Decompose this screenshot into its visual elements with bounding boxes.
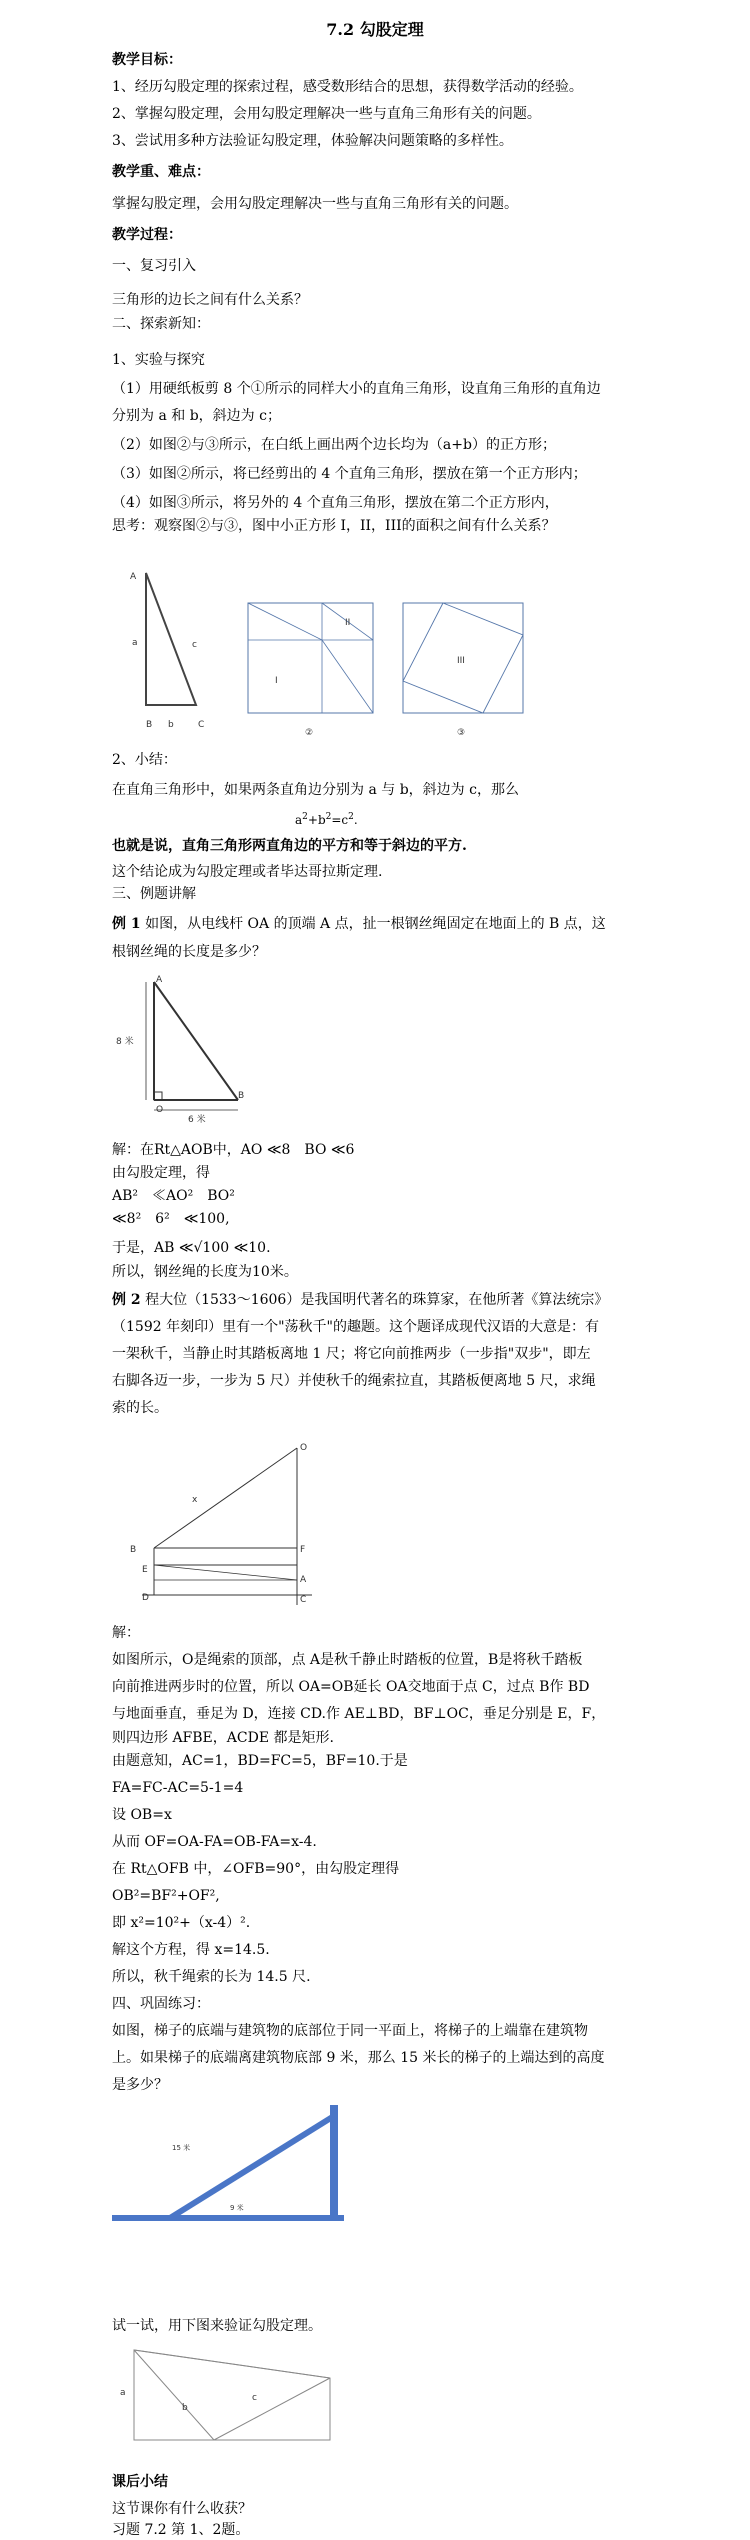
- ex2-label: 例 2: [112, 1292, 141, 1308]
- exp-b: 2: [325, 812, 332, 822]
- figure-right-triangle: [118, 565, 218, 740]
- keypoints-heading: 教学重、难点：: [112, 164, 210, 180]
- label-C: C: [300, 1595, 307, 1605]
- caption-3: ③: [457, 728, 466, 738]
- solution-1-line: 于是，AB ≪√100 ≪10.: [112, 1240, 271, 1256]
- example-2-line-c: 一架秋千，当静止时其踏板离地 1 尺；将它向前推两步（一步指"双步"，即左: [112, 1346, 591, 1362]
- solution-2-line: 所以，秋千绳索的长为 14.5 尺.: [112, 1969, 311, 1985]
- label-O: O: [300, 1443, 308, 1453]
- ex1-text-a: 如图，从电线杆 OA 的顶端 A 点，扯一根钢丝绳固定在地面上的 B 点，这: [145, 916, 606, 932]
- step-4: （4）如图③所示，将另外的 4 个直角三角形，摆放在第二个正方形内，: [112, 495, 559, 511]
- label-E: E: [142, 1565, 148, 1575]
- goal-item: 1、经历勾股定理的探索过程，感受数形结合的思想，获得数学活动的经验。: [112, 79, 583, 95]
- formula-b: +b: [307, 813, 326, 827]
- section-review: 一、复习引入: [112, 258, 196, 274]
- label-c: c: [192, 640, 197, 650]
- practice-line-b: 上。如果梯子的底端离建筑物底部 9 米，那么 15 米长的梯子的上端达到的高度: [112, 2050, 605, 2066]
- solution-1-line: 所以，钢丝绳的长度为10米。: [112, 1264, 298, 1280]
- sub-experiment: 1、实验与探究: [112, 352, 205, 368]
- section-practice: 四、巩固练习：: [112, 1996, 210, 2012]
- goal-item: 3、尝试用多种方法验证勾股定理，体验解决问题策略的多样性。: [112, 133, 513, 149]
- label-C: C: [198, 720, 205, 730]
- sub-summary: 2、小结：: [112, 752, 177, 768]
- solution-2-line: OB²=BF²+OF²,: [112, 1888, 220, 1904]
- bold-statement: 也就是说，直角三角形两直角边的平方和等于斜边的平方.: [112, 838, 467, 854]
- summary-heading: 课后小结: [112, 2474, 168, 2490]
- label-a: a: [120, 2388, 126, 2398]
- keypoints-text: 掌握勾股定理，会用勾股定理解决一些与直角三角形有关的问题。: [112, 196, 518, 212]
- process-heading: 教学过程：: [112, 227, 182, 243]
- label-A: A: [300, 1575, 307, 1585]
- label-b: b: [168, 720, 174, 730]
- figure-trapezoid: [112, 2340, 352, 2460]
- formula: [295, 807, 750, 830]
- triangle-shape: [146, 573, 196, 705]
- step-3: （3）如图②所示，将已经剪出的 4 个直角三角形，摆放在第一个正方形内；: [112, 466, 587, 482]
- label-x: x: [192, 1495, 198, 1505]
- step-2: （2）如图②与③所示，在白纸上画出两个边长均为（a+b）的正方形；: [112, 437, 556, 453]
- solution-2-line: 与地面垂直，垂足为 D，连接 CD.作 AE⊥BD，BF⊥OC，垂足分别是 E，F，: [112, 1706, 606, 1722]
- example-2-line-b: （1592 年刻印）里有一个"荡秋千"的趣题。这个题译成现代汉语的大意是：有: [112, 1319, 599, 1335]
- solution-2-line: 解：: [112, 1625, 140, 1641]
- example-1-line-b: 根钢丝绳的长度是多少？: [112, 944, 266, 960]
- example-2-line-a: [112, 1290, 652, 1310]
- example-2-line-d: 右脚各迈一步，一步为 5 尺）并使秋千的绳索拉直，其踏板便离地 5 尺，求绳: [112, 1373, 596, 1389]
- theorem-name: 这个结论成为勾股定理或者毕达哥拉斯定理.: [112, 864, 383, 880]
- label-8m: 8 米: [116, 1037, 134, 1047]
- solution-1-line: 解：在Rt△AOB中，AO ≪8 BO ≪6: [112, 1142, 355, 1158]
- goals-heading: 教学目标：: [112, 52, 182, 68]
- label-F: F: [300, 1545, 306, 1555]
- label-A: A: [130, 572, 137, 582]
- label-6m: 6 米: [188, 1115, 206, 1125]
- homework: 习题 7.2 第 1、2题。: [112, 2522, 250, 2538]
- solution-2-line: 如图所示，O是绳索的顶部，点 A是秋千静止时踏板的位置，B是将秋千踏板: [112, 1652, 583, 1668]
- figure-pole: [112, 970, 262, 1140]
- question-1: 三角形的边长之间有什么关系？: [112, 292, 308, 308]
- figure-swing: [112, 1440, 332, 1620]
- solution-2-line: 则四边形 AFBE，ACDE 都是矩形.: [112, 1730, 334, 1746]
- solution-2-line: 即 x²=10²+（x-4）².: [112, 1915, 251, 1931]
- solution-1-line: 由勾股定理，得: [112, 1165, 210, 1181]
- step-1b: 分别为 a 和 b，斜边为 c；: [112, 408, 281, 424]
- exp-c: 2: [348, 812, 354, 822]
- step-5: 思考：观察图②与③，图中小正方形 I，II，III的面积之间有什么关系？: [112, 518, 556, 534]
- label-base: 9 米: [230, 2204, 244, 2212]
- solution-2-line: 设 OB=x: [112, 1807, 172, 1823]
- label-I: I: [275, 676, 278, 686]
- solution-2-line: 向前推进两步时的位置，所以 OA=OB延长 OA交地面于点 C，过点 B作 BD: [112, 1679, 590, 1695]
- label-A: A: [156, 975, 163, 985]
- example-1-line-a: [112, 914, 652, 934]
- formula-a: a: [295, 813, 303, 827]
- label-c: c: [252, 2393, 257, 2403]
- formula-dot: .: [353, 813, 358, 827]
- section-examples: 三、例题讲解: [112, 886, 196, 902]
- practice-line-c: 是多少？: [112, 2077, 168, 2093]
- page-title: 7.2 勾股定理: [326, 20, 424, 39]
- figure-square-2: [240, 595, 390, 745]
- solution-2-line: FA=FC-AC=5-1=4: [112, 1780, 244, 1796]
- label-III: III: [457, 656, 465, 666]
- section-explore: 二、探索新知：: [112, 316, 210, 332]
- goal-item: 2、掌握勾股定理，会用勾股定理解决一些与直角三角形有关的问题。: [112, 106, 541, 122]
- label-B: B: [130, 1545, 137, 1555]
- solution-1-line: AB² ≪AO² BO²: [112, 1188, 235, 1204]
- figure-square-3: [395, 595, 545, 745]
- ex1-label: 例 1: [112, 916, 141, 932]
- solution-2-line: 解这个方程，得 x=14.5.: [112, 1942, 270, 1958]
- label-II: II: [345, 618, 351, 628]
- formula-c: =c: [331, 813, 349, 827]
- solution-2-line: 从而 OF=OA-FA=OB-FA=x-4.: [112, 1834, 317, 1850]
- example-2-line-e: 索的长。: [112, 1400, 168, 1416]
- label-ladder: 15 米: [172, 2144, 191, 2152]
- label-B: B: [146, 720, 153, 730]
- solution-2-line: 在 Rt△OFB 中，∠OFB=90°，由勾股定理得: [112, 1861, 400, 1877]
- summary-text: 在直角三角形中，如果两条直角边分别为 a 与 b，斜边为 c，那么: [112, 782, 519, 798]
- label-b: b: [182, 2403, 188, 2413]
- label-D: D: [142, 1593, 149, 1603]
- summary-question: 这节课你有什么收获？: [112, 2501, 252, 2517]
- label-B: B: [238, 1091, 245, 1101]
- ex2-text-a: 程大位（1533～1606）是我国明代著名的珠算家，在他所著《算法统宗》: [145, 1292, 609, 1308]
- step-1a: （1）用硬纸板剪 8 个①所示的同样大小的直角三角形，设直角三角形的直角边: [112, 381, 601, 397]
- caption-2: ②: [305, 728, 314, 738]
- figure-ladder: [112, 2100, 352, 2230]
- exp-a: 2: [302, 812, 308, 822]
- label-O: O: [156, 1105, 164, 1115]
- solution-1-line: ≪8² 6² ≪100,: [112, 1211, 230, 1227]
- label-a: a: [132, 638, 138, 648]
- practice-line-a: 如图，梯子的底端与建筑物的底部位于同一平面上，将梯子的上端靠在建筑物: [112, 2023, 588, 2039]
- solution-2-line: 由题意知，AC=1，BD=FC=5，BF=10.于是: [112, 1753, 408, 1769]
- try-it: 试一试，用下图来验证勾股定理。: [112, 2318, 322, 2334]
